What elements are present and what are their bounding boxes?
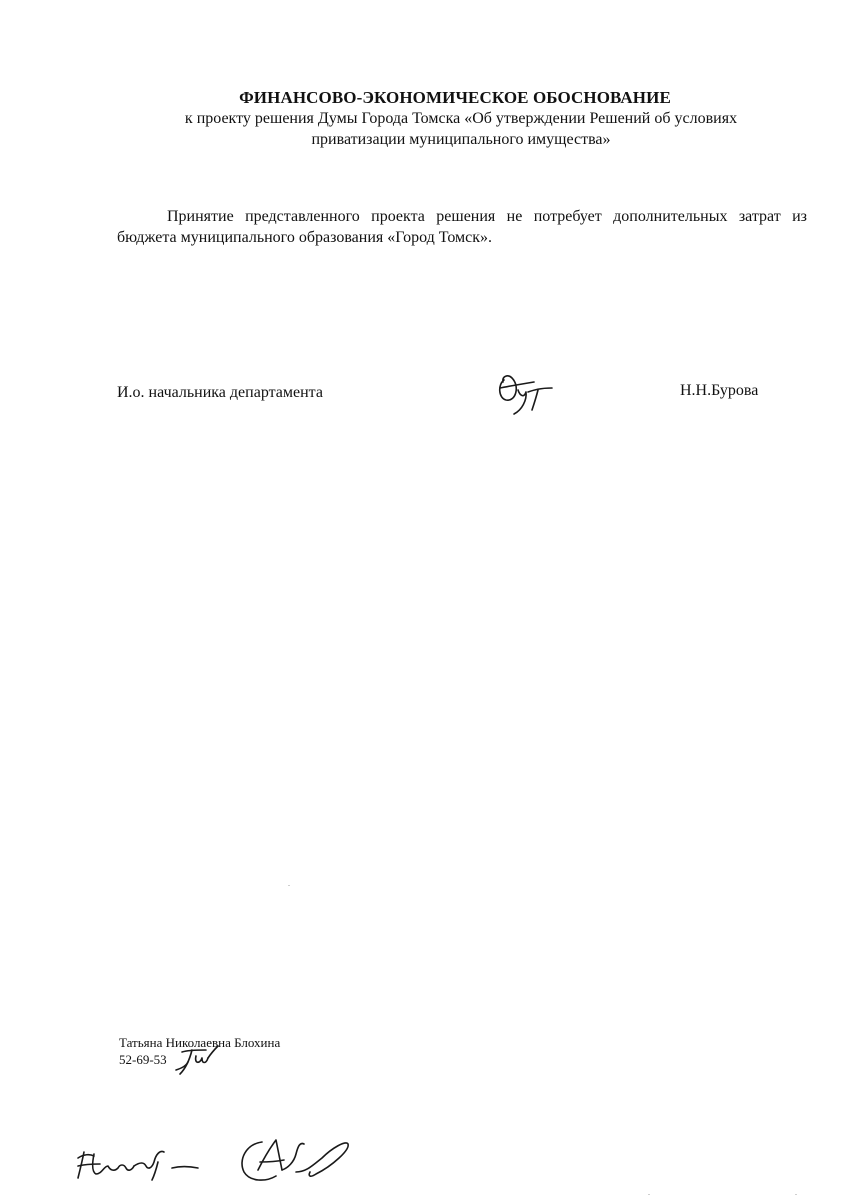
executor-name: Татьяна Николаевна Блохина [119,1035,281,1050]
handwritten-signature [494,366,558,418]
approval-signature-left [74,1144,204,1184]
document-title: ФИНАНСОВО-ЭКОНОМИЧЕСКОЕ ОБОСНОВАНИЕ [239,88,671,107]
scan-speck [288,885,290,886]
signatory-role: И.о. начальника департамента [117,384,323,401]
subtitle-line-1: к проекту решения Думы Города Томска «Об утверждении Решений об условиях [184,110,738,127]
signatory-name: Н.Н.Бурова [680,382,759,399]
document-subtitle [0,108,850,150]
executor-signature [172,1042,222,1078]
approval-signature-right [236,1132,356,1188]
body-paragraph: Принятие представленного проекта решения не потребует дополнительных затрат из бюджета муниципального образования «Город Томск». [117,208,807,246]
scan-speck [648,1194,650,1195]
subtitle-line-2: приватизации муниципального имущества» [311,131,611,148]
scan-speck [795,1194,797,1195]
executor-phone: 52-69-53 [119,1052,167,1067]
